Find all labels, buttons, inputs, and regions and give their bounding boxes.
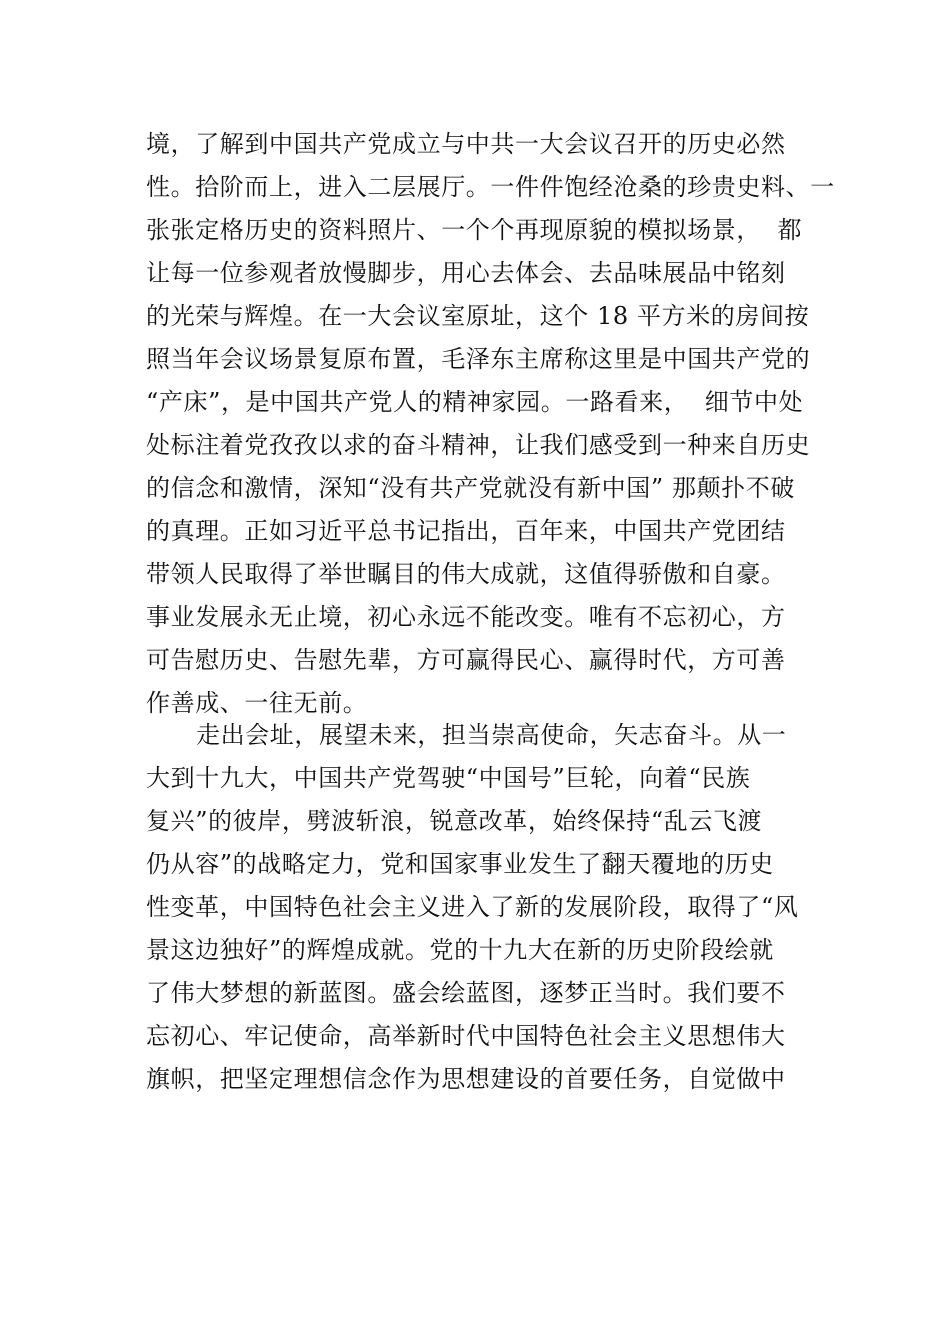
text-line: 复兴”的彼岸，劈波斩浪，锐意改革，始终保持“乱云飞渡 [146,807,763,835]
text-line: 照当年会议场景复原布置，毛泽东主席称这里是中国共产党的 [146,345,811,373]
text-line: 张张定格历史的资料照片、一个个再现原貌的模拟场景， 都 [146,216,803,244]
text-line: 作善成、一往无前。 [146,689,368,717]
text-line: 境，了解到中国共产党成立与中共一大会议召开的历史必然 [146,130,786,158]
text-line: 的光荣与辉煌。在一大会议室原址，这个 18 平方米的房间按 [146,302,810,330]
text-line: 忘初心、牢记使命，高举新时代中国特色社会主义思想伟大 [146,1022,786,1050]
text-line: 性。拾阶而上，进入二层展厅。一件件饱经沧桑的珍贵史料、一 [146,173,835,201]
text-line: 处标注着党孜孜以求的奋斗精神，让我们感受到一种来自历史 [146,431,811,459]
text-line: 性变革，中国特色社会主义进入了新的发展阶段，取得了“风 [146,893,799,921]
text-line: 景这边独好”的辉煌成就。党的十九大在新的历史阶段绘就 [146,936,774,964]
text-line: 事业发展永无止境，初心永远不能改变。唯有不忘初心，方 [146,603,786,631]
text-line: 让每一位参观者放慢脚步，用心去体会、去品味展品中铭刻 [146,259,786,287]
text-line: “产床”，是中国共产党人的精神家园。一路看来， 细节中处 [146,388,804,416]
text-line: 的信念和激情，深知“没有共产党就没有新中国” 那颠扑不破 [146,474,795,502]
text-line: 带领人民取得了举世瞩目的伟大成就，这值得骄傲和自豪。 [146,560,786,588]
text-line: 可告慰历史、告慰先辈，方可赢得民心、赢得时代，方可善 [146,646,786,674]
text-line-first-indented: 走出会址，展望未来，担当崇高使命，矢志奋斗。从一 [196,721,787,749]
text-line: 的真理。正如习近平总书记指出，百年来，中国共产党团结 [146,517,786,545]
paragraph-2 [146,714,826,1101]
text-line: 了伟大梦想的新蓝图。盛会绘蓝图，逐梦正当时。我们要不 [146,979,786,1007]
paragraph-1 [146,123,835,725]
text-line: 仍从容”的战略定力，党和国家事业发生了翻天覆地的历史 [146,850,774,878]
text-line: 旗帜，把坚定理想信念作为思想建设的首要任务，自觉做中 [146,1065,786,1093]
text-line: 大到十九大，中国共产党驾驶“中国号”巨轮，向着“民族 [146,764,751,792]
